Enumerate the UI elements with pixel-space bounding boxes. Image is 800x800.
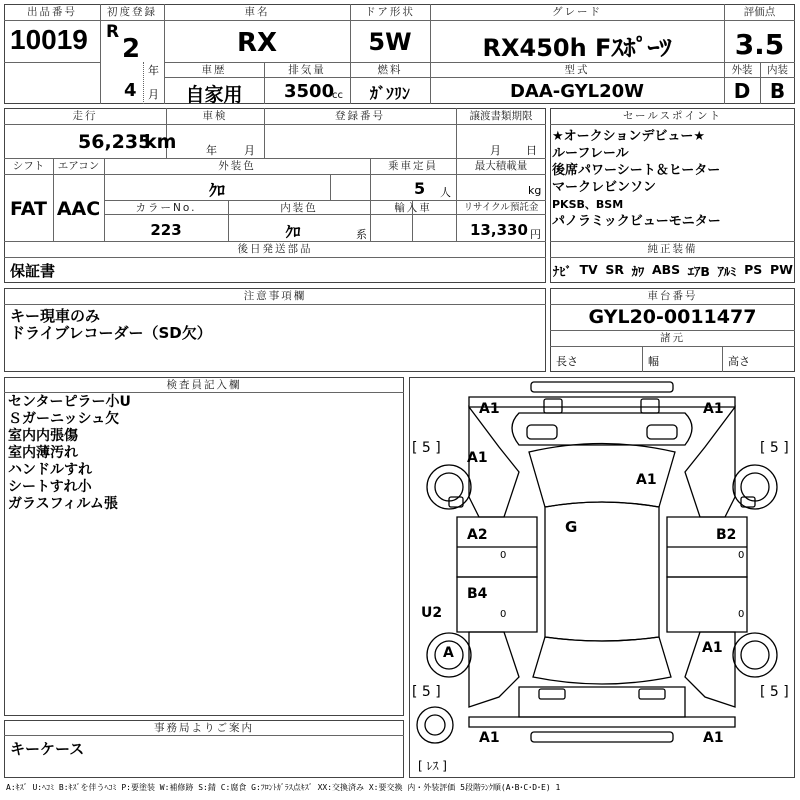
spec-label: 諸元 <box>660 332 685 344</box>
right-front-fender <box>685 407 735 517</box>
load-label: 最大積載量 <box>474 160 528 172</box>
notes-text <box>10 308 212 342</box>
sales-label: セールスポイント <box>622 110 723 122</box>
tire-depth-rr: [ 5 ] <box>760 684 789 700</box>
inspector-notes <box>8 394 131 513</box>
int-grade: B <box>769 79 786 103</box>
intcolor-unit: 系 <box>356 228 367 241</box>
door-type: 5W <box>368 28 412 56</box>
equipment-item: ｶﾜ <box>631 264 645 279</box>
car-diagram <box>409 377 795 778</box>
shift-label: シフト <box>12 160 45 172</box>
damage-mark: U2 <box>421 605 443 621</box>
front-panel <box>469 397 735 407</box>
tire-depth-lf: [ 5 ] <box>412 440 441 456</box>
year-unit: 年 <box>148 64 159 77</box>
tire-depth-lr: [ 5 ] <box>412 684 441 700</box>
sales-point: マークレビンソン <box>552 180 657 195</box>
mileage-label: 走行 <box>72 110 98 122</box>
notes-label: 注意事項欄 <box>243 290 307 302</box>
rear-glass <box>533 637 671 684</box>
ac-label: エアコン <box>57 160 100 172</box>
inspector-line: シートすれ小 <box>8 479 92 495</box>
displacement: 3500 <box>284 81 335 102</box>
type-label: 型式 <box>564 64 590 76</box>
intcolor-label: 内装色 <box>280 202 318 214</box>
inspector-line: ハンドルすれ <box>8 462 92 478</box>
damage-mark: B2 <box>716 527 737 543</box>
spare-tire-label: [ ﾚｽ ] <box>418 759 447 773</box>
mileage: 56,235 <box>78 131 152 153</box>
capacity-unit: 人 <box>440 186 451 199</box>
reg-year: 2 <box>122 34 141 64</box>
sales-point: ★オークションデビュー★ <box>552 129 706 144</box>
damage-mark: A1 <box>467 450 488 466</box>
mileage-unit: km <box>144 131 177 153</box>
rear-bumper <box>531 732 673 742</box>
equipment-list <box>553 262 793 280</box>
damage-mark: A1 <box>636 472 657 488</box>
damage-mark: A1 <box>479 730 500 746</box>
length-label: 長さ <box>556 355 578 368</box>
damage-mark: A1 <box>702 640 723 656</box>
width-label: 幅 <box>648 355 659 368</box>
sales-point: PKSB、BSM <box>552 198 624 211</box>
zero-mark: 0 <box>500 609 507 620</box>
equipment-item: ｴｱB <box>687 264 710 279</box>
damage-mark: G <box>565 518 578 536</box>
insp-month-unit: 月 <box>244 144 255 157</box>
ext-label: 外装 <box>731 64 753 76</box>
load-unit: kg <box>528 184 542 197</box>
tire-depth-rf: [ 5 ] <box>760 440 789 456</box>
back-door <box>519 687 685 717</box>
grade-label: グレード <box>552 6 602 18</box>
model-type: DAA-GYL20W <box>509 81 645 102</box>
transfer-day-unit: 日 <box>526 144 537 157</box>
later-parts: 保証書 <box>10 262 56 280</box>
damage-mark: B4 <box>467 586 488 602</box>
insp-year-unit: 年 <box>206 144 217 157</box>
shift: FAT <box>10 198 47 220</box>
right-rear-door <box>667 577 747 632</box>
equipment-item: PW <box>769 262 793 277</box>
fuel: ｶﾞｿﾘﾝ <box>369 84 410 103</box>
equipment-item: ﾅﾋﾞ <box>553 264 572 279</box>
history-label: 車歴 <box>201 64 227 76</box>
left-rear-fender <box>469 632 519 707</box>
int-label: 内装 <box>767 64 788 76</box>
colorno-label: カラーNo. <box>135 202 197 214</box>
legend: A:ｷｽﾞ U:ﾍｺﾐ B:ｷｽﾞを伴うﾍｺﾐ P:要塗装 W:補修跡 S:錆 C:腐食 G:ﾌﾛﾝﾄｶﾞﾗｽ点ｷｽﾞ XX:交換済み X:要交換 内・外装評価 5段階ﾗﾝｸ順(A･B･C･D･E) 1 <box>6 783 561 792</box>
capacity: 5 <box>414 179 426 198</box>
score-label: 評価点 <box>743 6 776 18</box>
equipment-item: TV <box>579 262 598 277</box>
era: R <box>106 22 120 42</box>
note-line: キー現車のみ <box>10 307 101 325</box>
equipment-item: SR <box>605 262 625 277</box>
inspector-line: Ｓガーニッシュ欠 <box>8 411 120 427</box>
chassis-number: GYL20-0011477 <box>588 306 757 328</box>
sales-point: パノラミックビューモニター <box>552 214 721 229</box>
model-label: 車名 <box>244 6 270 18</box>
damage-mark: A1 <box>703 401 724 417</box>
office-label: 事務局よりご案内 <box>154 722 254 734</box>
sales-points-list <box>552 128 721 230</box>
color-no: 223 <box>150 221 182 239</box>
later-label: 後日発送部品 <box>237 243 313 255</box>
color-label: 外装色 <box>218 160 256 172</box>
sales-point: ルーフレール <box>552 146 629 161</box>
aircon: AAC <box>56 198 101 220</box>
damage-mark: A <box>443 645 454 661</box>
lot-number: 10019 <box>10 24 88 55</box>
reg-month: 4 <box>124 80 137 101</box>
inspector-line: 室内内張傷 <box>8 428 78 444</box>
recycle-fee: 13,330 <box>470 221 528 239</box>
inspector-line: ガラスフィルム張 <box>8 496 118 512</box>
grade: RX450h Fｽﾎﾟｰﾂ <box>482 34 672 62</box>
history: 自家用 <box>185 84 243 106</box>
lot-label: 出品番号 <box>27 6 77 18</box>
fuel-label: 燃料 <box>377 64 403 76</box>
damage-mark: A1 <box>703 730 724 746</box>
equipment-item: ｱﾙﾐ <box>717 264 737 279</box>
score: 3.5 <box>734 28 785 61</box>
disp-label: 排気量 <box>288 64 326 76</box>
disp-unit: cc <box>332 90 343 101</box>
damage-mark: A2 <box>467 527 488 543</box>
recycle-unit: 円 <box>530 228 541 241</box>
roof <box>545 502 659 641</box>
hood <box>512 413 692 445</box>
equipment-item: ABS <box>651 262 681 277</box>
equipment-label: 純正装備 <box>647 243 698 255</box>
import-label: 輸入車 <box>394 202 432 214</box>
damage-mark: A1 <box>479 401 500 417</box>
front-bumper <box>531 382 673 392</box>
note-line: ドライブレコーダー（SD欠） <box>10 324 212 342</box>
transfer-month-unit: 月 <box>490 144 501 157</box>
model-name: RX <box>236 28 278 58</box>
interior-color: ｸﾛ <box>285 223 301 241</box>
capacity-label: 乗車定員 <box>388 160 438 172</box>
regno-label: 登録番号 <box>335 110 385 122</box>
transfer-label: 譲渡書類期限 <box>469 110 533 122</box>
equipment-item: PS <box>744 262 763 277</box>
zero-mark: 0 <box>500 550 507 561</box>
inspector-line: 室内薄汚れ <box>8 445 78 461</box>
month-unit: 月 <box>148 88 159 101</box>
chassis-label: 車台番号 <box>647 290 698 302</box>
right-rear-wheel <box>733 633 777 677</box>
spare-wheel <box>417 707 453 743</box>
recycle-label: リサイクル預託金 <box>463 202 539 213</box>
inspector-label: 検査員記入欄 <box>166 379 242 391</box>
ext-grade: D <box>733 79 751 103</box>
zero-mark: 0 <box>738 609 745 620</box>
reg-label: 初度登録 <box>107 6 157 18</box>
door-label: ドア形状 <box>365 6 415 18</box>
sales-point: 後席パワーシート＆ヒーター <box>552 163 721 178</box>
height-label: 高さ <box>728 355 750 368</box>
rear-panel <box>469 717 735 727</box>
office-note: キーケース <box>10 740 85 758</box>
inspector-line: センターピラー小U <box>8 394 131 410</box>
exterior-color: ｸﾛ <box>208 181 225 200</box>
zero-mark: 0 <box>738 550 745 561</box>
inspection-label: 車検 <box>202 110 228 122</box>
